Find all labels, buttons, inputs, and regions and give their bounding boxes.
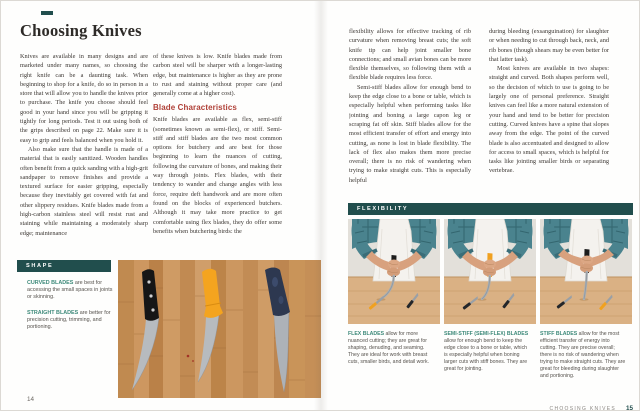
caption-text: allow for enough bend to keep the edge close to a bone or table, which is especially helpful when boning larger cuts with stiff bones. They are great for jointing. (444, 338, 528, 372)
caption-text: allow for the most efficient transfer of energy into cutting. They are precise overall; there is no risk of wandering when trying to make straight cuts. They are great for bleeding during slaughter and portioning. (540, 331, 626, 379)
flexibility-header-label: FLEXIBILITY (357, 206, 409, 212)
shape-section-header (17, 260, 111, 272)
knives-on-cutting-board-photo (118, 260, 321, 398)
paragraph: Semi-stiff blades allow for enough bend to keep the edge close to a bone or table, which is especially helpful when performing tasks like jointing and boning a large capon leg or scraping fat off skin. Stiff blades allow for the most efficient transfer of effort and energy into cutting, as none is lost in blade flexibility. The lack of flex also makes them more precise overall; there is no risk of wandering when trying to make straight cuts. This is especially helpful (349, 83, 471, 184)
sidebar-item (27, 310, 113, 332)
flex-blade-photo (348, 219, 440, 324)
running-footer-title: CHOOSING KNIVES (549, 406, 616, 411)
paragraph: flexibility allows for effective tracking of rib curvature when removing breast cuts; the soft knife tip can help joint smaller bone connections; and small avian bones can be more flexible themselves, so following them with a flexible blade requires less force. (349, 28, 471, 82)
right-text-column-2 (489, 27, 609, 193)
shape-sidebar (27, 280, 113, 339)
semi-stiff-blade-photo (444, 219, 536, 324)
caption-stiff-blades (540, 331, 627, 380)
sidebar-item-lead: CURVED BLADES (27, 280, 74, 286)
left-text-column-1 (20, 52, 148, 264)
meat-speck (192, 360, 194, 362)
page-number-left: 14 (27, 396, 35, 403)
stiff-photo-illustration (540, 219, 632, 324)
chapter-marker-dash (41, 11, 53, 15)
right-text-column-1 (349, 27, 471, 193)
left-text-column-2 (153, 52, 282, 257)
caption-lead: SEMI-STIFF (SEMI-FLEX) BLADES (444, 331, 529, 337)
paragraph: during bleeding (exsanguination) for slaughter or when needing to cut through back, neck, and rib bones (though shears may be even better for that latter task). (489, 28, 609, 63)
knives-photo-illustration (118, 260, 321, 398)
sidebar-item-text: are better for precision cutting, trimming, and portioning. (27, 309, 111, 331)
stiff-blade-photo (540, 219, 632, 324)
caption-semi-stiff-blades (444, 331, 531, 373)
flexibility-section-header (348, 203, 633, 215)
flex-photo-illustration (348, 219, 440, 324)
meat-speck (187, 355, 190, 358)
sidebar-item-lead: STRAIGHT BLADES (27, 309, 79, 316)
paragraph: Also make sure that the handle is made of a material that is easily sanitized. Wooden handles often benefit from a quick sanding with a high-grit sandpaper to remove finishes and provide a textured surface for easier gripping, especially because they inevitably get covered with fat and other slippery residues. Knife blades made from a high-carbon stainless steel will resist rust and staining while maintaining a moderately sharp edge; maintenance (20, 145, 148, 237)
caption-text: allow for more nuanced cutting; they are great for shaping, denuding, and seaming. They are ideal for work with breast cuts, smaller birds, and detail work. (348, 331, 430, 365)
shape-header-label: SHAPE (26, 263, 54, 269)
page-title: Choosing Knives (20, 21, 142, 40)
sidebar-item (27, 280, 113, 302)
page-number-right: 15 (625, 405, 633, 411)
paragraph: Knives are available in many designs and are marketed under many names, so choosing the right knife can be a daunting task. When beginning to shop for a knife, do so in person in a store that will allow you to handle the knives prior to purchase. The knife you choose should feel good in your hand since you will be gripping it tightly for long periods. Test it out using both of the grips described on page 22. Make sure it is easy to grip and feels balanced when you hold it. (20, 53, 148, 144)
caption-lead: STIFF BLADES (540, 331, 578, 337)
caption-flex-blades (348, 331, 435, 366)
spread-spine-shadow (314, 1, 328, 411)
right-page-footer (441, 397, 633, 411)
paragraph: of these knives is low. Knife blades made from carbon steel will be sharper with a longer-lasting edge, but maintenance is higher as they are prone to rust and staining without proper care (and generally come at a higher cost). (153, 53, 282, 98)
caption-lead: FLEX BLADES (348, 331, 385, 337)
paragraph: Most knives are available in two shapes: straight and curved. Both shapes perform well, so the decision of which to use is going to be largely one of personal preference. Straight knives can feel like a more natural extension of your hand and tend to be better for precision cutting. Curved knives have a spine that slopes away from the edge. The point of the curved blade is also accentuated and designed to allow for access to small spaces, which is helpful for tasks like jointing smaller birds or separating vertebrae. (489, 65, 609, 175)
section-heading: Blade Characteristics (153, 103, 237, 113)
sidebar-item-text: are best for accessing the small spaces in joints or skinning. (27, 280, 113, 301)
paragraph: Knife blades are available as flex, semi-stiff (sometimes known as semi-flex), or stiff. Semi-stiff and stiff blades are the two most common options for butchery and are best for those beginning to learn the nuances of cutting, following the curvature of bones, and making their way through joints. Flex blades, with their tendency to wander and change angles with less force, require deft handwork and are more often found on the blocks of experienced butchers. Although it may take more practice to get comfortable using flex blades, they do offer some benefits when butchering birds: the (153, 116, 282, 235)
semi-stiff-photo-illustration (444, 219, 536, 324)
